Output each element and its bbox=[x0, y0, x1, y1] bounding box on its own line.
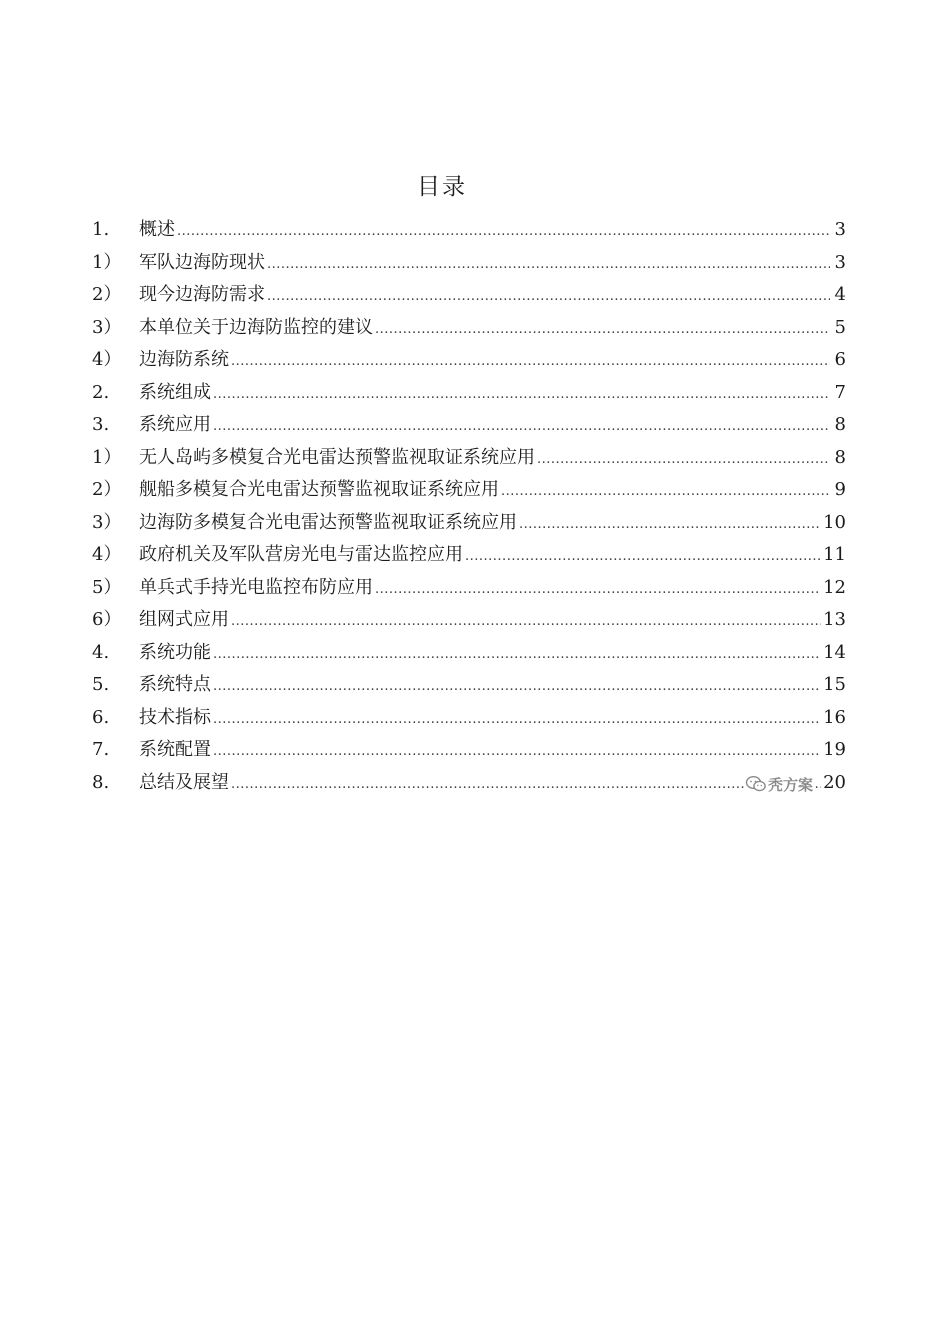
dot-leader bbox=[213, 734, 821, 769]
toc-entry-page: 19 bbox=[823, 739, 846, 760]
toc-entry-page: 12 bbox=[823, 576, 846, 598]
dot-leader bbox=[375, 572, 821, 607]
toc-entry-number: 5. bbox=[92, 674, 110, 695]
toc-entry-page: 4 bbox=[834, 284, 846, 305]
toc-entry[interactable] bbox=[92, 604, 846, 637]
toc-entry[interactable] bbox=[92, 572, 846, 605]
toc-entry-page: 3 bbox=[834, 251, 846, 273]
toc-entry-title: 系统配置 bbox=[139, 739, 211, 760]
toc-entry-page: 3 bbox=[834, 219, 846, 240]
toc-entry-title: 军队边海防现状 bbox=[139, 251, 265, 273]
toc-entry[interactable] bbox=[92, 669, 846, 702]
dot-leader bbox=[177, 214, 830, 249]
toc-entry-page: 9 bbox=[834, 479, 846, 500]
toc-entry-number: 1） bbox=[92, 251, 122, 273]
toc-entry[interactable] bbox=[92, 507, 846, 540]
dot-leader bbox=[465, 539, 821, 574]
toc-entry[interactable] bbox=[92, 474, 846, 507]
toc-entry-page: 6 bbox=[834, 349, 846, 370]
dot-leader bbox=[213, 637, 821, 672]
toc-entry-number: 4. bbox=[92, 641, 110, 663]
toc-entry-page: 15 bbox=[823, 674, 846, 695]
toc-entry[interactable] bbox=[92, 734, 846, 767]
dot-leader bbox=[519, 507, 821, 542]
watermark-text: 秃方案 bbox=[768, 775, 814, 794]
toc-entry-page: 10 bbox=[823, 511, 846, 533]
dot-leader bbox=[267, 247, 830, 282]
watermark bbox=[744, 773, 814, 795]
toc-entry-number: 3. bbox=[92, 414, 110, 435]
toc-entry-title: 边海防多模复合光电雷达预警监视取证系统应用 bbox=[139, 511, 517, 533]
toc-entry-title: 总结及展望 bbox=[139, 771, 229, 793]
toc-entry[interactable] bbox=[92, 637, 846, 670]
toc-entry-page: 13 bbox=[823, 609, 846, 630]
toc-entry-title: 系统应用 bbox=[139, 414, 211, 435]
dot-leader bbox=[267, 279, 830, 314]
dot-leader bbox=[213, 409, 830, 444]
toc-entry[interactable] bbox=[92, 767, 846, 800]
dot-leader bbox=[537, 442, 830, 477]
toc-entry[interactable] bbox=[92, 279, 846, 312]
dot-leader bbox=[501, 474, 830, 509]
toc-entry-number: 8. bbox=[92, 771, 110, 793]
toc-entry-title: 组网式应用 bbox=[139, 609, 229, 630]
toc-entry-title: 政府机关及军队营房光电与雷达监控应用 bbox=[139, 544, 463, 565]
toc-entry-page: 8 bbox=[834, 446, 846, 468]
toc-entry[interactable] bbox=[92, 247, 846, 280]
toc-entry-number: 7. bbox=[92, 739, 110, 760]
toc-entry[interactable] bbox=[92, 409, 846, 442]
toc-entry-title: 舰船多模复合光电雷达预警监视取证系统应用 bbox=[139, 479, 499, 500]
toc-entry-title: 本单位关于边海防监控的建议 bbox=[139, 316, 373, 338]
toc-title: 目录 bbox=[417, 174, 467, 200]
toc-entry-page: 8 bbox=[834, 414, 846, 435]
toc-entry-number: 4） bbox=[92, 544, 122, 565]
dot-leader bbox=[231, 767, 821, 802]
toc-entry-title: 系统组成 bbox=[139, 381, 211, 403]
dot-leader bbox=[213, 377, 830, 412]
toc-entry-title: 边海防系统 bbox=[139, 349, 229, 370]
toc-entry-page: 16 bbox=[823, 706, 846, 728]
toc-entry-number: 2. bbox=[92, 381, 110, 403]
toc-entry-page: 11 bbox=[823, 544, 846, 565]
toc-entry-title: 系统功能 bbox=[139, 641, 211, 663]
toc-entry-number: 5） bbox=[92, 576, 122, 598]
toc-entry-title: 概述 bbox=[139, 219, 175, 240]
dot-leader bbox=[213, 669, 821, 704]
dot-leader bbox=[213, 702, 821, 737]
toc-entry-number: 3） bbox=[92, 316, 122, 338]
toc-entry[interactable] bbox=[92, 312, 846, 345]
dot-leader bbox=[231, 604, 821, 639]
toc-entry-number: 2） bbox=[92, 284, 122, 305]
toc-entry-page: 14 bbox=[823, 641, 846, 663]
wechat-icon bbox=[745, 775, 767, 793]
toc-entry-number: 4） bbox=[92, 349, 122, 370]
dot-leader bbox=[231, 344, 830, 379]
toc-entry-number: 1） bbox=[92, 446, 122, 468]
toc-entry-number: 1. bbox=[92, 219, 110, 240]
toc-entry[interactable] bbox=[92, 344, 846, 377]
toc-entry-title: 技术指标 bbox=[139, 706, 211, 728]
toc-entry[interactable] bbox=[92, 214, 846, 247]
toc-entry[interactable] bbox=[92, 442, 846, 475]
toc-entry[interactable] bbox=[92, 539, 846, 572]
toc-entry-number: 6） bbox=[92, 609, 122, 630]
toc-entry-page: 5 bbox=[834, 316, 846, 338]
toc-entry-title: 现今边海防需求 bbox=[139, 284, 265, 305]
toc-entry-number: 3） bbox=[92, 511, 122, 533]
toc-entry-title: 系统特点 bbox=[139, 674, 211, 695]
toc-entry-number: 2） bbox=[92, 479, 122, 500]
toc-entry-number: 6. bbox=[92, 706, 110, 728]
toc-entry[interactable] bbox=[92, 702, 846, 735]
toc-entry-title: 单兵式手持光电监控布防应用 bbox=[139, 576, 373, 598]
toc-list bbox=[92, 214, 846, 799]
toc-entry[interactable] bbox=[92, 377, 846, 410]
dot-leader bbox=[375, 312, 830, 347]
toc-entry-page: 20 bbox=[823, 771, 846, 793]
toc-entry-title: 无人岛屿多模复合光电雷达预警监视取证系统应用 bbox=[139, 446, 535, 468]
toc-entry-page: 7 bbox=[834, 381, 846, 403]
